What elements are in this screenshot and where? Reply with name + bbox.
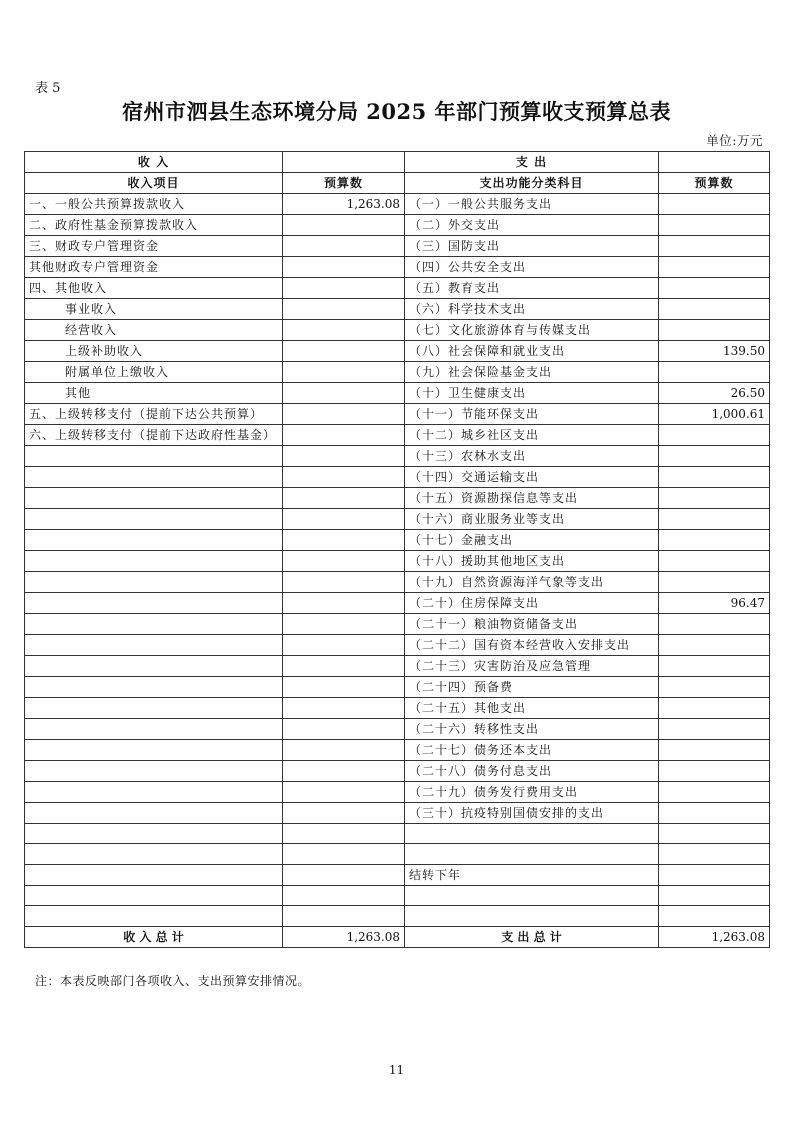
income-amount-cell	[283, 278, 405, 299]
expense-item-cell: （三）国防支出	[405, 236, 659, 257]
income-item-cell: 事业收入	[25, 299, 283, 320]
expense-amount-cell	[659, 446, 770, 467]
page-title: 宿州市泗县生态环境分局 2025 年部门预算收支预算总表	[121, 99, 672, 124]
income-item-cell	[25, 614, 283, 635]
table-row	[25, 530, 770, 551]
expense-amount-cell: 96.47	[659, 593, 770, 614]
expense-item-cell: （十五）资源勘探信息等支出	[405, 488, 659, 509]
group-header-row	[25, 152, 770, 173]
income-item-cell	[25, 467, 283, 488]
income-amount-cell	[283, 362, 405, 383]
expense-amount-cell	[659, 194, 770, 215]
expense-item-cell: （二十八）债务付息支出	[405, 761, 659, 782]
income-item-cell: 经营收入	[25, 320, 283, 341]
income-item-cell: 附属单位上缴收入	[25, 362, 283, 383]
income-amount-cell	[283, 320, 405, 341]
income-item-cell	[25, 509, 283, 530]
income-total-value: 1,263.08	[283, 926, 405, 947]
expense-item-cell: （九）社会保险基金支出	[405, 362, 659, 383]
expense-amount-cell	[659, 677, 770, 698]
empty-header-cell	[283, 152, 405, 173]
income-item-cell	[25, 719, 283, 740]
income-item-cell: 其他财政专户管理资金	[25, 257, 283, 278]
expense-amount-cell	[659, 320, 770, 341]
footnote: 注：本表反映部门各项收入、支出预算安排情况。	[35, 974, 311, 988]
expense-item-cell: （八）社会保障和就业支出	[405, 341, 659, 362]
unit-label: 单位:万元	[706, 133, 763, 148]
income-amount-cell	[283, 551, 405, 572]
income-amount-cell	[283, 593, 405, 614]
expense-item-cell: （二十五）其他支出	[405, 698, 659, 719]
expense-item-cell: （十三）农林水支出	[405, 446, 659, 467]
income-amount-cell	[283, 572, 405, 593]
income-item-cell	[25, 782, 283, 803]
expense-amount-cell	[659, 740, 770, 761]
expense-amount-cell	[659, 803, 770, 824]
expense-item-cell: （五）教育支出	[405, 278, 659, 299]
expense-amount-cell	[659, 761, 770, 782]
expense-amount-cell	[659, 698, 770, 719]
table-row	[25, 635, 770, 656]
table-row	[25, 593, 770, 614]
table-row	[25, 341, 770, 362]
income-amount-cell	[283, 404, 405, 425]
table-row	[25, 467, 770, 488]
table-row	[25, 278, 770, 299]
income-amount-cell: 1,263.08	[283, 194, 405, 215]
income-amount-cell	[283, 656, 405, 677]
expense-amount-cell	[659, 551, 770, 572]
expense-item-cell: （十七）金融支出	[405, 530, 659, 551]
income-amount-cell	[283, 719, 405, 740]
income-item-cell	[25, 864, 283, 885]
income-item-cell: 其他	[25, 383, 283, 404]
income-amount-cell	[283, 698, 405, 719]
table-row	[25, 362, 770, 383]
table-row	[25, 320, 770, 341]
expense-amount-cell	[659, 488, 770, 509]
income-amount-cell	[283, 299, 405, 320]
income-item-cell	[25, 530, 283, 551]
income-item-cell	[25, 740, 283, 761]
income-amount-cell	[283, 782, 405, 803]
income-amount-cell	[283, 803, 405, 824]
income-group-header: 收 入	[25, 152, 283, 173]
expense-item-cell: （十）卫生健康支出	[405, 383, 659, 404]
income-amount-cell	[283, 635, 405, 656]
income-item-cell	[25, 446, 283, 467]
expense-item-cell: （二十九）债务发行费用支出	[405, 782, 659, 803]
totals-row	[25, 926, 770, 947]
income-amount-cell	[283, 488, 405, 509]
expense-item-cell: （十九）自然资源海洋气象等支出	[405, 572, 659, 593]
expense-amount-cell	[659, 572, 770, 593]
expense-item-cell: （十四）交通运输支出	[405, 467, 659, 488]
column-header-row	[25, 173, 770, 194]
expense-item-cell: （十二）城乡社区支出	[405, 425, 659, 446]
expense-item-cell: （十六）商业服务业等支出	[405, 509, 659, 530]
income-amount-cell	[283, 509, 405, 530]
expense-item-cell: （七）文化旅游体育与传媒支出	[405, 320, 659, 341]
income-amount-cell	[283, 467, 405, 488]
expense-item-cell: （二十三）灾害防治及应急管理	[405, 656, 659, 677]
expense-item-cell: （二十四）预备费	[405, 677, 659, 698]
table-row	[25, 677, 770, 698]
expense-group-header: 支 出	[405, 152, 659, 173]
table-row	[25, 782, 770, 803]
table-row	[25, 906, 770, 926]
income-item-cell	[25, 761, 283, 782]
income-item-cell	[25, 698, 283, 719]
table-row	[25, 257, 770, 278]
income-item-cell: 上级补助收入	[25, 341, 283, 362]
income-amount-cell	[283, 446, 405, 467]
expense-amount-cell: 1,000.61	[659, 404, 770, 425]
income-item-cell	[25, 906, 283, 926]
budget-summary-table	[24, 151, 770, 948]
income-item-cell: 四、其他收入	[25, 278, 283, 299]
income-amount-cell	[283, 341, 405, 362]
table-row	[25, 885, 770, 905]
income-amount-cell	[283, 425, 405, 446]
table-row	[25, 509, 770, 530]
expense-item-cell	[405, 844, 659, 864]
income-item-cell	[25, 656, 283, 677]
table-row	[25, 803, 770, 824]
income-item-cell: 一、一般公共预算拨款收入	[25, 194, 283, 215]
table-label: 表 5	[35, 81, 61, 96]
income-total-label: 收 入 总 计	[25, 926, 283, 947]
expense-amount-cell	[659, 467, 770, 488]
table-row	[25, 446, 770, 467]
income-item-cell	[25, 677, 283, 698]
table-row	[25, 299, 770, 320]
expense-item-cell: （二十七）债务还本支出	[405, 740, 659, 761]
expense-amount-cell	[659, 257, 770, 278]
expense-amount-cell	[659, 278, 770, 299]
table-row	[25, 656, 770, 677]
income-item-cell	[25, 572, 283, 593]
expense-amount-cell	[659, 885, 770, 905]
expense-amount-cell	[659, 635, 770, 656]
table-row	[25, 572, 770, 593]
page-number: 11	[388, 1063, 405, 1077]
table-row	[25, 194, 770, 215]
table-row	[25, 864, 770, 885]
expense-budget-header: 预算数	[659, 173, 770, 194]
expense-amount-cell	[659, 844, 770, 864]
income-item-cell	[25, 844, 283, 864]
expense-item-cell: （二十六）转移性支出	[405, 719, 659, 740]
income-amount-cell	[283, 383, 405, 404]
table-row	[25, 215, 770, 236]
income-amount-cell	[283, 740, 405, 761]
expense-item-cell: （三十）抗疫特别国债安排的支出	[405, 803, 659, 824]
table-row	[25, 488, 770, 509]
expense-amount-cell	[659, 719, 770, 740]
expense-amount-cell	[659, 299, 770, 320]
table-row	[25, 236, 770, 257]
income-item-cell	[25, 803, 283, 824]
income-amount-cell	[283, 864, 405, 885]
expense-item-cell: （四）公共安全支出	[405, 257, 659, 278]
income-amount-cell	[283, 844, 405, 864]
table-row	[25, 614, 770, 635]
income-item-cell: 五、上级转移支付（提前下达公共预算）	[25, 404, 283, 425]
income-amount-cell	[283, 215, 405, 236]
table-row	[25, 404, 770, 425]
table-row	[25, 383, 770, 404]
expense-amount-cell: 26.50	[659, 383, 770, 404]
expense-amount-cell	[659, 530, 770, 551]
expense-amount-cell	[659, 425, 770, 446]
expense-item-cell	[405, 824, 659, 844]
expense-item-cell: （二）外交支出	[405, 215, 659, 236]
table-row	[25, 551, 770, 572]
expense-amount-cell	[659, 215, 770, 236]
income-amount-cell	[283, 885, 405, 905]
income-item-cell: 六、上级转移支付（提前下达政府性基金）	[25, 425, 283, 446]
income-amount-cell	[283, 677, 405, 698]
income-item-cell	[25, 824, 283, 844]
expense-amount-cell	[659, 782, 770, 803]
expense-item-cell: 结转下年	[405, 864, 659, 885]
income-item-cell: 二、政府性基金预算拨款收入	[25, 215, 283, 236]
table-row	[25, 761, 770, 782]
expense-amount-cell	[659, 656, 770, 677]
income-amount-cell	[283, 614, 405, 635]
expense-item-cell: （一）一般公共服务支出	[405, 194, 659, 215]
expense-item-header: 支出功能分类科目	[405, 173, 659, 194]
income-item-cell: 三、财政专户管理资金	[25, 236, 283, 257]
income-item-cell	[25, 488, 283, 509]
table-row	[25, 824, 770, 844]
income-item-header: 收入项目	[25, 173, 283, 194]
income-item-cell	[25, 885, 283, 905]
expense-amount-cell	[659, 824, 770, 844]
expense-amount-cell	[659, 906, 770, 926]
table-row	[25, 844, 770, 864]
table-row	[25, 719, 770, 740]
empty-header-cell	[659, 152, 770, 173]
income-item-cell	[25, 551, 283, 572]
expense-amount-cell	[659, 509, 770, 530]
expense-item-cell: （二十）住房保障支出	[405, 593, 659, 614]
expense-amount-cell: 139.50	[659, 341, 770, 362]
income-amount-cell	[283, 530, 405, 551]
income-amount-cell	[283, 824, 405, 844]
income-budget-header: 预算数	[283, 173, 405, 194]
expense-amount-cell	[659, 236, 770, 257]
expense-amount-cell	[659, 362, 770, 383]
expense-item-cell	[405, 885, 659, 905]
expense-item-cell: （二十二）国有资本经营收入安排支出	[405, 635, 659, 656]
table-row	[25, 698, 770, 719]
table-row	[25, 425, 770, 446]
expense-amount-cell	[659, 614, 770, 635]
income-amount-cell	[283, 236, 405, 257]
expense-item-cell: （十八）援助其他地区支出	[405, 551, 659, 572]
expense-item-cell	[405, 906, 659, 926]
expense-total-label: 支 出 总 计	[405, 926, 659, 947]
expense-item-cell: （十一）节能环保支出	[405, 404, 659, 425]
income-amount-cell	[283, 257, 405, 278]
table-row	[25, 740, 770, 761]
expense-amount-cell	[659, 864, 770, 885]
income-item-cell	[25, 635, 283, 656]
expense-total-value: 1,263.08	[659, 926, 770, 947]
income-amount-cell	[283, 761, 405, 782]
expense-item-cell: （六）科学技术支出	[405, 299, 659, 320]
income-amount-cell	[283, 906, 405, 926]
income-item-cell	[25, 593, 283, 614]
expense-item-cell: （二十一）粮油物资储备支出	[405, 614, 659, 635]
